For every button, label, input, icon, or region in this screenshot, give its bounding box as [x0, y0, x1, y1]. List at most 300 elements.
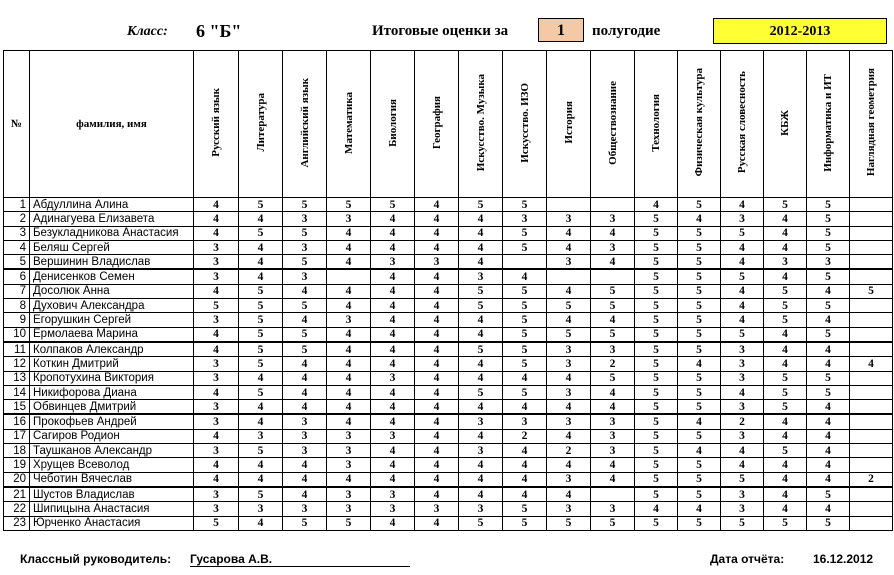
student-name[interactable]: Юрченко Анастасия: [30, 516, 194, 530]
grade-cell[interactable]: 4: [239, 400, 283, 415]
grade-cell[interactable]: 3: [721, 371, 764, 385]
grade-cell[interactable]: 4: [591, 400, 635, 415]
grade-cell[interactable]: 5: [635, 357, 678, 371]
grade-cell[interactable]: 4: [721, 299, 764, 313]
grade-cell[interactable]: 4: [807, 472, 850, 487]
grade-cell[interactable]: 5: [239, 327, 283, 342]
grade-cell[interactable]: 5: [721, 516, 764, 530]
grade-cell[interactable]: 4: [371, 400, 415, 415]
grade-cell[interactable]: 3: [721, 357, 764, 371]
student-name[interactable]: Прокофьев Андрей: [30, 414, 194, 429]
grade-cell[interactable]: 5: [503, 198, 547, 212]
grade-cell[interactable]: 5: [194, 516, 239, 530]
grade-cell[interactable]: 5: [635, 226, 678, 240]
grade-cell[interactable]: 3: [371, 429, 415, 443]
grade-cell[interactable]: 5: [678, 400, 721, 415]
grade-cell[interactable]: 4: [415, 516, 459, 530]
grade-cell[interactable]: 5: [764, 284, 807, 298]
grade-cell[interactable]: 4: [327, 299, 371, 313]
grade-cell[interactable]: 3: [591, 429, 635, 443]
grade-cell[interactable]: [850, 516, 893, 530]
grade-cell[interactable]: 4: [807, 400, 850, 415]
grade-cell[interactable]: 4: [327, 371, 371, 385]
grade-cell[interactable]: 4: [283, 458, 327, 472]
grade-cell[interactable]: 5: [635, 212, 678, 226]
grade-cell[interactable]: 4: [459, 400, 503, 415]
grade-cell[interactable]: 4: [591, 472, 635, 487]
grade-cell[interactable]: 5: [503, 313, 547, 327]
grade-cell[interactable]: 5: [239, 444, 283, 458]
student-name[interactable]: Адинагуева Елизавета: [30, 212, 194, 226]
grade-cell[interactable]: 5: [635, 284, 678, 298]
grade-cell[interactable]: 4: [459, 240, 503, 254]
grade-cell[interactable]: 3: [194, 240, 239, 254]
grade-cell[interactable]: 4: [239, 269, 283, 284]
grade-cell[interactable]: 3: [547, 342, 591, 357]
grade-cell[interactable]: 5: [194, 299, 239, 313]
grade-cell[interactable]: [850, 198, 893, 212]
grade-cell[interactable]: 4: [327, 414, 371, 429]
grade-cell[interactable]: 3: [194, 357, 239, 371]
grade-cell[interactable]: 4: [415, 299, 459, 313]
grade-cell[interactable]: 4: [415, 357, 459, 371]
student-name[interactable]: Шипицына Анастасия: [30, 502, 194, 516]
grade-cell[interactable]: 5: [807, 487, 850, 502]
grade-cell[interactable]: 5: [459, 385, 503, 399]
grade-cell[interactable]: 3: [194, 414, 239, 429]
grade-cell[interactable]: 4: [721, 385, 764, 399]
grade-cell[interactable]: 3: [547, 357, 591, 371]
grade-cell[interactable]: 5: [807, 226, 850, 240]
grade-cell[interactable]: 3: [591, 240, 635, 254]
student-name[interactable]: Досолюк Анна: [30, 284, 194, 298]
student-name[interactable]: Денисенков Семен: [30, 269, 194, 284]
grade-cell[interactable]: 4: [635, 198, 678, 212]
grade-cell[interactable]: 4: [239, 472, 283, 487]
grade-cell[interactable]: 4: [503, 444, 547, 458]
grade-cell[interactable]: 5: [678, 385, 721, 399]
grade-cell[interactable]: 5: [678, 269, 721, 284]
grade-cell[interactable]: 4: [547, 284, 591, 298]
grade-cell[interactable]: 4: [807, 357, 850, 371]
grade-cell[interactable]: 4: [547, 487, 591, 502]
grade-cell[interactable]: 4: [678, 502, 721, 516]
grade-cell[interactable]: 4: [721, 198, 764, 212]
grade-cell[interactable]: 3: [721, 342, 764, 357]
grade-cell[interactable]: 5: [678, 255, 721, 270]
grade-cell[interactable]: 4: [371, 414, 415, 429]
grade-cell[interactable]: 5: [807, 269, 850, 284]
grade-cell[interactable]: 5: [503, 516, 547, 530]
grade-cell[interactable]: 3: [327, 429, 371, 443]
grade-cell[interactable]: 5: [283, 516, 327, 530]
student-name[interactable]: Ермолаева Марина: [30, 327, 194, 342]
grade-cell[interactable]: 4: [764, 357, 807, 371]
grade-cell[interactable]: 3: [721, 429, 764, 443]
grade-cell[interactable]: 4: [371, 342, 415, 357]
grade-cell[interactable]: 3: [239, 429, 283, 443]
grade-cell[interactable]: 5: [635, 269, 678, 284]
grade-cell[interactable]: [850, 313, 893, 327]
grade-cell[interactable]: 3: [591, 212, 635, 226]
grade-cell[interactable]: 4: [371, 472, 415, 487]
grade-cell[interactable]: 3: [194, 255, 239, 270]
grade-cell[interactable]: 4: [239, 255, 283, 270]
grade-cell[interactable]: 5: [764, 444, 807, 458]
grade-cell[interactable]: 4: [283, 472, 327, 487]
grade-cell[interactable]: 4: [415, 458, 459, 472]
grade-cell[interactable]: 3: [459, 269, 503, 284]
grade-cell[interactable]: 5: [327, 516, 371, 530]
grade-cell[interactable]: 3: [194, 313, 239, 327]
student-name[interactable]: Безукладникова Анастасия: [30, 226, 194, 240]
grade-cell[interactable]: 5: [547, 516, 591, 530]
grade-cell[interactable]: 4: [547, 240, 591, 254]
grade-cell[interactable]: 5: [591, 299, 635, 313]
grade-cell[interactable]: 4: [283, 487, 327, 502]
grade-cell[interactable]: 4: [459, 255, 503, 270]
grade-cell[interactable]: 4: [459, 313, 503, 327]
student-name[interactable]: Коткин Дмитрий: [30, 357, 194, 371]
student-name[interactable]: Обвинцев Дмитрий: [30, 400, 194, 415]
grade-cell[interactable]: 5: [635, 299, 678, 313]
grade-cell[interactable]: 5: [678, 327, 721, 342]
grade-cell[interactable]: 4: [764, 487, 807, 502]
student-name[interactable]: Беляш Сергей: [30, 240, 194, 254]
grade-cell[interactable]: 3: [327, 444, 371, 458]
grade-cell[interactable]: 4: [547, 458, 591, 472]
grade-cell[interactable]: 3: [371, 255, 415, 270]
grade-cell[interactable]: 4: [283, 284, 327, 298]
grade-cell[interactable]: [850, 269, 893, 284]
grade-cell[interactable]: 4: [678, 414, 721, 429]
grade-cell[interactable]: 5: [635, 444, 678, 458]
grade-cell[interactable]: 4: [239, 240, 283, 254]
grade-cell[interactable]: 5: [807, 385, 850, 399]
grade-cell[interactable]: 3: [194, 371, 239, 385]
grade-cell[interactable]: 4: [371, 385, 415, 399]
grade-cell[interactable]: 4: [415, 226, 459, 240]
grade-cell[interactable]: 5: [547, 299, 591, 313]
grade-cell[interactable]: [850, 400, 893, 415]
grade-cell[interactable]: [850, 327, 893, 342]
grade-cell[interactable]: 5: [459, 198, 503, 212]
grade-cell[interactable]: [850, 487, 893, 502]
grade-cell[interactable]: 5: [764, 299, 807, 313]
grade-cell[interactable]: 4: [194, 472, 239, 487]
grade-cell[interactable]: [850, 342, 893, 357]
grade-cell[interactable]: 4: [721, 240, 764, 254]
grade-cell[interactable]: 3: [459, 444, 503, 458]
grade-cell[interactable]: 4: [807, 502, 850, 516]
grade-cell[interactable]: 4: [721, 284, 764, 298]
grade-cell[interactable]: 5: [503, 226, 547, 240]
grade-cell[interactable]: 3: [283, 212, 327, 226]
grade-cell[interactable]: 4: [764, 429, 807, 443]
grade-cell[interactable]: 4: [547, 226, 591, 240]
grade-cell[interactable]: [591, 269, 635, 284]
grade-cell[interactable]: 4: [371, 357, 415, 371]
grade-cell[interactable]: 4: [415, 487, 459, 502]
student-name[interactable]: Колпаков Александр: [30, 342, 194, 357]
student-name[interactable]: Егорушкин Сергей: [30, 313, 194, 327]
grade-cell[interactable]: 5: [678, 458, 721, 472]
grade-cell[interactable]: 4: [371, 226, 415, 240]
student-name[interactable]: Кропотухина Виктория: [30, 371, 194, 385]
grade-cell[interactable]: [503, 255, 547, 270]
grade-cell[interactable]: [850, 226, 893, 240]
grade-cell[interactable]: 5: [591, 327, 635, 342]
grade-cell[interactable]: 5: [678, 313, 721, 327]
grade-cell[interactable]: 4: [678, 212, 721, 226]
grade-cell[interactable]: 5: [503, 240, 547, 254]
grade-cell[interactable]: 5: [239, 284, 283, 298]
grade-cell[interactable]: 5: [678, 487, 721, 502]
grade-cell[interactable]: 4: [503, 371, 547, 385]
grade-cell[interactable]: 5: [283, 299, 327, 313]
grade-cell[interactable]: 3: [283, 240, 327, 254]
grade-cell[interactable]: 4: [721, 444, 764, 458]
grade-cell[interactable]: [547, 269, 591, 284]
grade-cell[interactable]: 4: [415, 472, 459, 487]
grade-cell[interactable]: 4: [327, 385, 371, 399]
grade-cell[interactable]: 5: [807, 327, 850, 342]
grade-cell[interactable]: 5: [635, 516, 678, 530]
grade-cell[interactable]: 4: [371, 458, 415, 472]
grade-cell[interactable]: 5: [764, 385, 807, 399]
grade-cell[interactable]: 4: [547, 371, 591, 385]
grade-cell[interactable]: 5: [503, 357, 547, 371]
grade-cell[interactable]: 5: [764, 516, 807, 530]
grade-cell[interactable]: 5: [678, 342, 721, 357]
grade-cell[interactable]: 5: [635, 429, 678, 443]
grade-cell[interactable]: 5: [503, 342, 547, 357]
grade-cell[interactable]: 4: [415, 385, 459, 399]
grade-cell[interactable]: 4: [371, 313, 415, 327]
grade-cell[interactable]: 5: [239, 226, 283, 240]
grade-cell[interactable]: 4: [764, 212, 807, 226]
grade-cell[interactable]: 4: [283, 371, 327, 385]
grade-cell[interactable]: 5: [635, 313, 678, 327]
grade-cell[interactable]: 4: [415, 327, 459, 342]
grade-cell[interactable]: 4: [503, 400, 547, 415]
grade-cell[interactable]: 4: [503, 472, 547, 487]
grade-cell[interactable]: 3: [591, 502, 635, 516]
grade-cell[interactable]: 5: [283, 342, 327, 357]
grade-cell[interactable]: 3: [415, 502, 459, 516]
school-year-cell[interactable]: 2012-2013: [713, 18, 887, 44]
grade-cell[interactable]: 4: [239, 371, 283, 385]
grade-cell[interactable]: 5: [678, 226, 721, 240]
student-name[interactable]: Шустов Владислав: [30, 487, 194, 502]
grade-cell[interactable]: 3: [283, 444, 327, 458]
grade-cell[interactable]: 4: [721, 458, 764, 472]
grade-cell[interactable]: 3: [547, 502, 591, 516]
grade-cell[interactable]: 5: [283, 198, 327, 212]
grade-cell[interactable]: 5: [764, 400, 807, 415]
student-name[interactable]: Сагиров Родион: [30, 429, 194, 443]
grade-cell[interactable]: 4: [591, 255, 635, 270]
grade-cell[interactable]: 5: [850, 284, 893, 298]
student-name[interactable]: Абдуллина Алина: [30, 198, 194, 212]
grade-cell[interactable]: 3: [764, 255, 807, 270]
grade-cell[interactable]: 4: [547, 429, 591, 443]
grade-cell[interactable]: 4: [807, 458, 850, 472]
grade-cell[interactable]: 4: [459, 429, 503, 443]
grade-cell[interactable]: 4: [503, 269, 547, 284]
grade-cell[interactable]: 5: [764, 198, 807, 212]
grade-cell[interactable]: 2: [721, 414, 764, 429]
grade-cell[interactable]: [850, 429, 893, 443]
grade-cell[interactable]: 4: [459, 327, 503, 342]
grade-cell[interactable]: 4: [327, 400, 371, 415]
grade-cell[interactable]: 4: [459, 226, 503, 240]
grade-cell[interactable]: 4: [591, 458, 635, 472]
grade-cell[interactable]: 5: [635, 385, 678, 399]
grade-cell[interactable]: 5: [678, 299, 721, 313]
grade-cell[interactable]: 4: [459, 458, 503, 472]
grade-cell[interactable]: 4: [547, 400, 591, 415]
grade-cell[interactable]: 5: [635, 458, 678, 472]
grade-cell[interactable]: 4: [415, 371, 459, 385]
grade-cell[interactable]: 5: [239, 299, 283, 313]
grade-cell[interactable]: 3: [194, 502, 239, 516]
grade-cell[interactable]: 5: [721, 327, 764, 342]
grade-cell[interactable]: 4: [327, 284, 371, 298]
grade-cell[interactable]: 4: [459, 472, 503, 487]
grade-cell[interactable]: 3: [283, 502, 327, 516]
grade-cell[interactable]: 5: [459, 516, 503, 530]
grade-cell[interactable]: 3: [547, 212, 591, 226]
grade-cell[interactable]: 4: [415, 198, 459, 212]
grade-cell[interactable]: 3: [721, 400, 764, 415]
student-name[interactable]: Никифорова Диана: [30, 385, 194, 399]
grade-cell[interactable]: 5: [764, 313, 807, 327]
grade-cell[interactable]: 5: [678, 472, 721, 487]
grade-cell[interactable]: 5: [283, 327, 327, 342]
grade-cell[interactable]: 5: [635, 414, 678, 429]
grade-cell[interactable]: 4: [239, 458, 283, 472]
grade-cell[interactable]: 4: [764, 269, 807, 284]
grade-cell[interactable]: 5: [591, 371, 635, 385]
grade-cell[interactable]: 3: [503, 212, 547, 226]
grade-cell[interactable]: 4: [764, 226, 807, 240]
student-name[interactable]: Таушканов Александр: [30, 444, 194, 458]
grade-cell[interactable]: 4: [415, 414, 459, 429]
grade-cell[interactable]: 2: [850, 472, 893, 487]
grade-cell[interactable]: 5: [807, 371, 850, 385]
grade-cell[interactable]: 3: [547, 472, 591, 487]
student-name[interactable]: Чеботин Вячеслав: [30, 472, 194, 487]
grade-cell[interactable]: 3: [721, 487, 764, 502]
grade-cell[interactable]: 5: [807, 299, 850, 313]
grade-cell[interactable]: 5: [239, 342, 283, 357]
grade-cell[interactable]: 4: [721, 313, 764, 327]
grade-cell[interactable]: 4: [194, 212, 239, 226]
grade-cell[interactable]: 5: [807, 240, 850, 254]
grade-cell[interactable]: 4: [371, 269, 415, 284]
grade-cell[interactable]: 5: [635, 240, 678, 254]
grade-cell[interactable]: 4: [194, 429, 239, 443]
grade-cell[interactable]: 3: [194, 269, 239, 284]
grade-cell[interactable]: 4: [591, 385, 635, 399]
grade-cell[interactable]: 3: [327, 502, 371, 516]
grade-cell[interactable]: 4: [764, 458, 807, 472]
grade-cell[interactable]: 3: [194, 487, 239, 502]
grade-cell[interactable]: 3: [547, 414, 591, 429]
grade-cell[interactable]: 5: [807, 198, 850, 212]
grade-cell[interactable]: 4: [807, 429, 850, 443]
grade-cell[interactable]: 4: [194, 458, 239, 472]
grade-cell[interactable]: 5: [678, 371, 721, 385]
grade-cell[interactable]: 2: [547, 444, 591, 458]
grade-cell[interactable]: 5: [721, 472, 764, 487]
grade-cell[interactable]: 4: [807, 284, 850, 298]
grade-cell[interactable]: 3: [371, 487, 415, 502]
grade-cell[interactable]: 4: [678, 357, 721, 371]
grade-cell[interactable]: 4: [327, 472, 371, 487]
grade-cell[interactable]: 3: [283, 414, 327, 429]
grade-cell[interactable]: 5: [635, 400, 678, 415]
grade-cell[interactable]: 4: [283, 400, 327, 415]
grade-cell[interactable]: 4: [764, 342, 807, 357]
grade-cell[interactable]: 3: [327, 458, 371, 472]
grade-cell[interactable]: 4: [459, 212, 503, 226]
grade-cell[interactable]: 4: [283, 357, 327, 371]
grade-cell[interactable]: 5: [678, 240, 721, 254]
grade-cell[interactable]: 5: [635, 327, 678, 342]
grade-cell[interactable]: 4: [764, 414, 807, 429]
grade-cell[interactable]: 4: [764, 472, 807, 487]
grade-cell[interactable]: 4: [459, 487, 503, 502]
grade-cell[interactable]: 5: [239, 313, 283, 327]
grade-cell[interactable]: 5: [547, 327, 591, 342]
grade-cell[interactable]: 4: [327, 357, 371, 371]
grade-cell[interactable]: 5: [283, 226, 327, 240]
grade-cell[interactable]: 5: [503, 299, 547, 313]
grade-cell[interactable]: [591, 487, 635, 502]
grade-cell[interactable]: 4: [591, 313, 635, 327]
grade-cell[interactable]: 4: [194, 385, 239, 399]
grade-cell[interactable]: 5: [239, 385, 283, 399]
grade-cell[interactable]: 5: [459, 299, 503, 313]
grade-cell[interactable]: 5: [459, 284, 503, 298]
grade-cell[interactable]: 5: [371, 198, 415, 212]
grade-cell[interactable]: 5: [591, 516, 635, 530]
grade-cell[interactable]: 5: [678, 198, 721, 212]
grade-cell[interactable]: 4: [371, 212, 415, 226]
grade-cell[interactable]: 3: [503, 414, 547, 429]
grade-cell[interactable]: 4: [194, 226, 239, 240]
grade-cell[interactable]: 5: [678, 516, 721, 530]
grade-cell[interactable]: 3: [283, 269, 327, 284]
grade-cell[interactable]: 5: [764, 371, 807, 385]
grade-cell[interactable]: 3: [591, 342, 635, 357]
grade-cell[interactable]: 5: [635, 255, 678, 270]
grade-cell[interactable]: 4: [850, 357, 893, 371]
grade-cell[interactable]: 3: [371, 502, 415, 516]
grade-cell[interactable]: 4: [327, 240, 371, 254]
grade-cell[interactable]: 4: [503, 458, 547, 472]
grade-cell[interactable]: 4: [194, 342, 239, 357]
grade-cell[interactable]: 3: [459, 502, 503, 516]
grade-cell[interactable]: 5: [721, 269, 764, 284]
grade-cell[interactable]: 4: [415, 212, 459, 226]
grade-cell[interactable]: [850, 255, 893, 270]
grade-cell[interactable]: 4: [807, 342, 850, 357]
grade-cell[interactable]: 4: [503, 487, 547, 502]
grade-cell[interactable]: 5: [635, 371, 678, 385]
